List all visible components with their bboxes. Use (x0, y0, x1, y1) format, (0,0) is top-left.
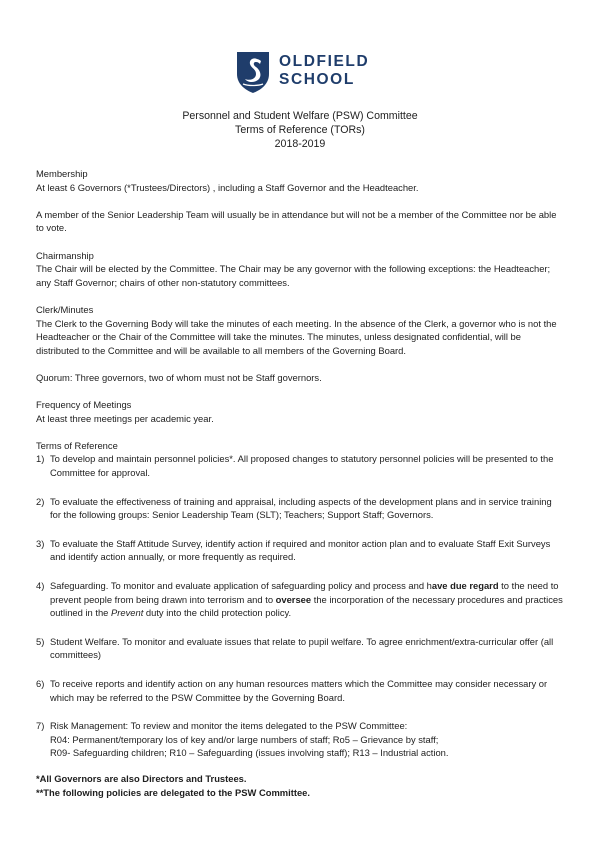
terms-item-text (50, 719, 564, 760)
title-line1: Personnel and Student Welfare (PSW) Committee (182, 110, 418, 122)
footnote-2: **The following policies are delegated to the PSW Committee. (36, 786, 310, 798)
terms-item (36, 495, 564, 522)
frequency-heading: Frequency of Meetings (36, 399, 132, 411)
terms-item-number: 4) (36, 580, 45, 592)
terms-item (36, 719, 564, 760)
terms-item-text (50, 579, 564, 620)
swan-shield-icon (235, 50, 271, 94)
risk-line-3: R09- Safeguarding children; R10 – Safeguarding (issues involving staff); R13 – Industrial action. (50, 747, 449, 759)
terms-item-number: 2) (36, 495, 45, 507)
frequency-text: At least three meetings per academic year. (36, 412, 214, 424)
membership-text-2: A member of the Senior Leadership Team will usually be in attendance but will not be a member of the Committee nor be able to vote. (36, 208, 557, 234)
chairmanship-text: The Chair will be elected by the Committee. The Chair may be any governor with the following exceptions: the Headteacher; any Staff Governor; chairs of other non-statutory committees. (36, 263, 551, 288)
terms-list (36, 452, 564, 760)
terms-item-number: 6) (36, 678, 45, 689)
due-regard-emphasis: ave due regard (431, 580, 499, 592)
terms-item (36, 537, 564, 564)
school-name-line2: SCHOOL (279, 71, 355, 88)
document-body (36, 167, 564, 799)
chairmanship-heading: Chairmanship (36, 249, 94, 261)
quorum-text: Quorum: Three governors, two of whom must not be Staff governors. (36, 371, 322, 383)
safeguarding-text-c: the incorporation of the necessary procedures and practices outlined in the (50, 593, 563, 619)
title-line3: 2018-2019 (274, 138, 326, 150)
oversee-emphasis: oversee (275, 593, 312, 605)
terms-item-number: 3) (36, 537, 45, 549)
clerk-heading: Clerk/Minutes (36, 303, 94, 315)
safeguarding-text-b: to the need to prevent people from being drawn into terrorism and to (50, 580, 559, 605)
risk-line-2: R04: Permanent/temporary los of key and/or large numbers of staff; Ro5 – Grievance by staff; (50, 733, 439, 745)
terms-item (36, 677, 564, 704)
safeguarding-text-d: duty into the child protection policy. (143, 607, 292, 619)
terms-item (36, 635, 564, 662)
school-logo (235, 50, 375, 96)
terms-item-text: To evaluate the Staff Attitude Survey, identify action if required and monitor action plan and to evaluate Staff Exit Surveys and identify action annually, or more frequently as required. (50, 537, 551, 563)
membership-text-1: At least 6 Governors (*Trustees/Directors) , including a Staff Governor and the Headteacher. (36, 181, 419, 193)
terms-item-text: To receive reports and identify action on any human resources matters which the Committee may consider necessary or which may be referred to the PSW Committee by the Governing Board. (50, 678, 548, 703)
membership-heading: Membership (36, 168, 88, 179)
terms-item (36, 579, 564, 620)
safeguarding-text-a: Safeguarding. To monitor and evaluate application of safeguarding policy and process and h (50, 580, 432, 592)
terms-heading: Terms of Reference (36, 439, 118, 451)
terms-item (36, 452, 564, 479)
clerk-text: The Clerk to the Governing Body will take the minutes of each meeting. In the absence of the Clerk, a governor who is not the Headteacher or the Chair of the Committee will take the minutes. The minutes, unless designated confidential, will be distributed to the Committee and will be available to all members of the Governing Board. (36, 317, 557, 356)
terms-item-number: 7) (36, 720, 45, 732)
school-name-line1: OLDFIELD (279, 53, 370, 70)
footnote-1: *All Governors are also Directors and Trustees. (36, 772, 247, 784)
terms-item-text: To evaluate the effectiveness of training and appraisal, including aspects of the development plans and in service training for the following groups: Senior Leadership Team (SLT); Teachers; Support Staff; Governors. (50, 495, 552, 521)
document-title (0, 109, 600, 151)
title-line2: Terms of Reference (TORs) (235, 124, 365, 136)
risk-line-1: Risk Management: To review and monitor the items delegated to the PSW Committee: (50, 720, 408, 732)
school-name (279, 53, 369, 89)
prevent-emphasis: Prevent (110, 607, 144, 619)
terms-item-text: To develop and maintain personnel policies*. All proposed changes to statutory personnel policies will be presented to the Committee for approval. (50, 453, 554, 479)
terms-item-text: Student Welfare. To monitor and evaluate issues that relate to pupil welfare. To agree enrichment/extra-curricular offer (all committees) (50, 635, 554, 661)
terms-item-number: 1) (36, 453, 45, 465)
terms-item-number: 5) (36, 635, 45, 647)
